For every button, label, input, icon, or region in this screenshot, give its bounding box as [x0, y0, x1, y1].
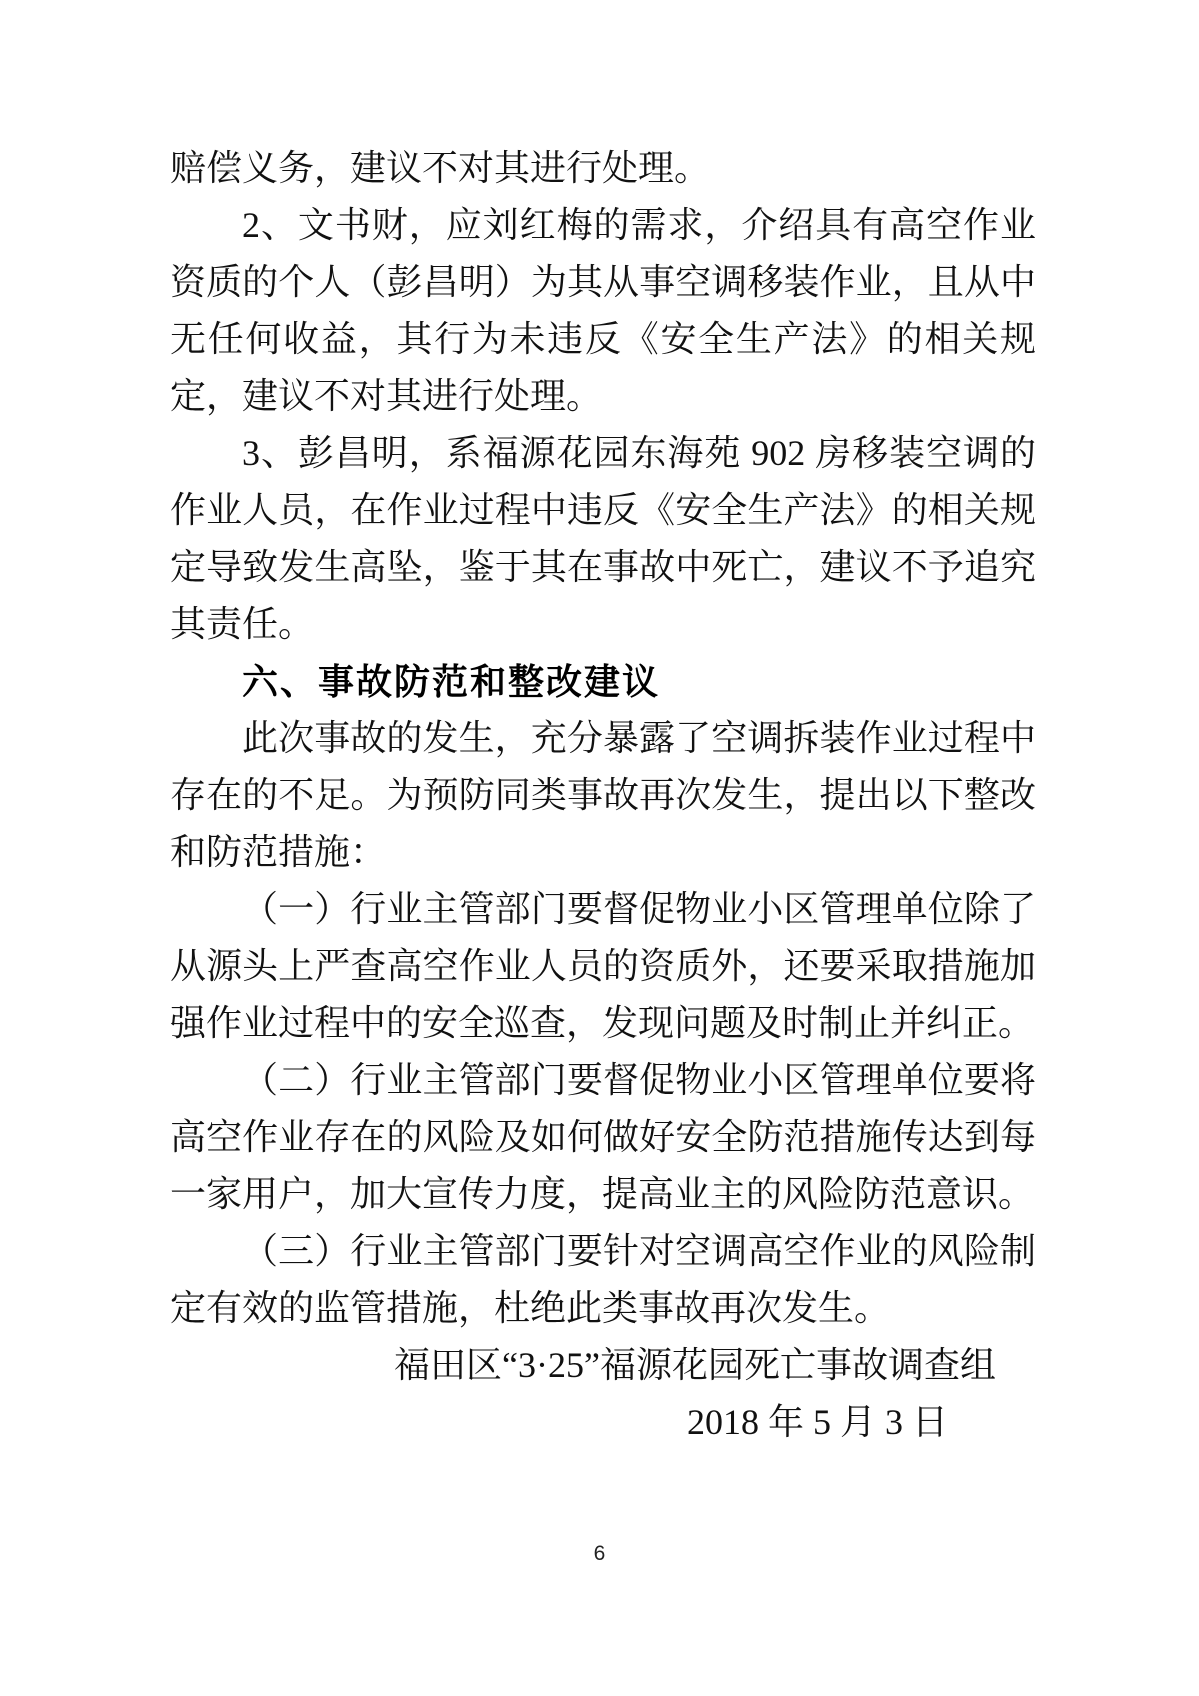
paragraph-item-2: 2、文书财，应刘红梅的需求，介绍具有高空作业资质的个人（彭昌明）为其从事空调移装作业，且从中无任何收益，其行为未违反《安全生产法》的相关规定，建议不对其进行处理。	[170, 205, 1036, 416]
paragraph-measure-1: （一）行业主管部门要督促物业小区管理单位除了从源头上严查高空作业人员的资质外，还要采取措施加强作业过程中的安全巡查，发现问题及时制止并纠正。	[170, 889, 1036, 1043]
paragraph-measure-3: （三）行业主管部门要针对空调高空作业的风险制定有效的监管措施，杜绝此类事故再次发生。	[170, 1231, 1036, 1328]
section-heading: 六、事故防范和整改建议	[242, 661, 661, 702]
page-number: 6	[593, 1542, 606, 1565]
paragraph-measure-2: （二）行业主管部门要督促物业小区管理单位要将高空作业存在的风险及如何做好安全防范措施传达到每一家用户，加大宣传力度，提高业主的风险防范意识。	[170, 1060, 1036, 1214]
paragraph-continuation: 赔偿义务，建议不对其进行处理。	[170, 148, 711, 188]
paragraph-item-3: 3、彭昌明，系福源花园东海苑 902 房移装空调的作业人员，在作业过程中违反《安全生产法》的相关规定导致发生高坠，鉴于其在事故中死亡，建议不予追究其责任。	[170, 433, 1036, 644]
date-line: 2018 年 5 月 3 日	[686, 1402, 948, 1442]
paragraph-intro: 此次事故的发生，充分暴露了空调拆装作业过程中存在的不足。为预防同类事故再次发生，提出以下整改和防范措施：	[170, 718, 1036, 872]
document-body	[170, 140, 1036, 1451]
signature-line: 福田区“3·25”福源花园死亡事故调查组	[394, 1345, 996, 1385]
